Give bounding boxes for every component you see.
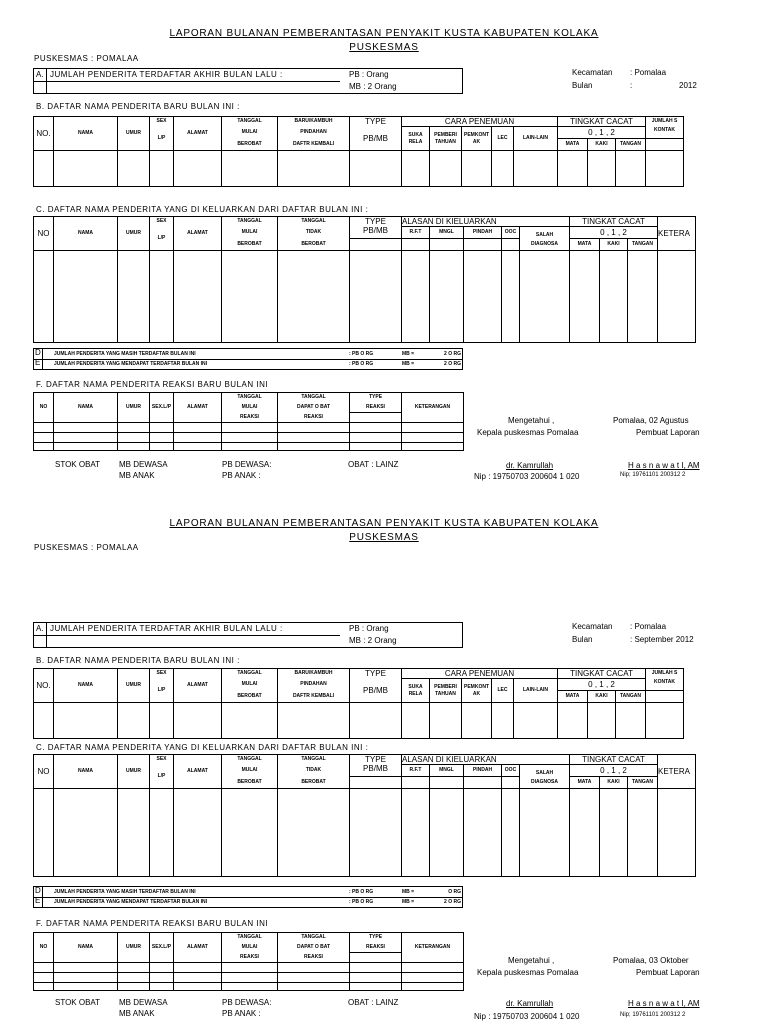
col-no: NO: [34, 393, 54, 423]
table-new-patients: [33, 668, 684, 739]
table-row: [34, 443, 464, 451]
pembuat-label: Pembuat Laporan: [636, 428, 700, 437]
col-pindah: PINDAH: [464, 227, 502, 239]
report-title: LAPORAN BULANAN PEMBERANTASAN PENYAKIT KUSTA KABUPATEN KOLAKA: [169, 518, 599, 529]
col-baru: BARU/KAMBUH: [278, 117, 350, 127]
maker-name: H a s n a w a t I, AM: [628, 999, 700, 1008]
col-tanggal-tidak-3: BEROBAT: [278, 239, 350, 251]
col-pbmb: PB/MB: [350, 127, 402, 151]
col-pemkontak: PEMKONT AK: [462, 127, 492, 151]
section-d-pb: : PB O RG: [349, 889, 374, 895]
table-row: [34, 433, 464, 443]
place-date: Pomalaa, 02 Agustus: [613, 416, 689, 425]
stok-obat-label: STOK OBAT: [55, 998, 101, 1007]
col-type-2: REAKSI: [350, 943, 402, 953]
kecamatan-label: Kecamatan: [572, 68, 613, 77]
mb-dewasa-label: MB DEWASA: [119, 998, 168, 1007]
table-reaction-patients: [33, 932, 464, 991]
mengetahui-label: Mengetahui ,: [508, 956, 555, 965]
col-umur: UMUR: [118, 393, 150, 423]
head-nip: Nip : 19750703 200604 1 020: [474, 1012, 580, 1021]
section-e-mb: MB =: [402, 899, 415, 905]
col-sex-lp: L/P: [150, 765, 174, 789]
col-sex: SEX: [150, 755, 174, 765]
table-released-patients: [33, 754, 696, 877]
col-pemberi-tahuan: PEMBERI TAHUAN: [430, 127, 462, 151]
section-a-mb: MB : 2 Orang: [349, 82, 397, 91]
col-kaki: KAKI: [600, 777, 628, 789]
col-sex: SEX.L/P: [150, 393, 174, 423]
col-type: TYPE: [350, 669, 402, 679]
section-d-mb: MB =: [402, 351, 415, 357]
col-no: NO.: [34, 669, 54, 703]
col-cacat-levels: 0 , 1 , 2: [558, 679, 646, 691]
col-baru-3: DAFTR KEMBALI: [278, 139, 350, 151]
report-sheet: [0, 490, 768, 1021]
col-no: NO: [34, 755, 54, 789]
col-kaki: KAKI: [588, 139, 616, 151]
section-d-mb: MB =: [402, 889, 415, 895]
col-kaki: KAKI: [600, 239, 628, 251]
col-pemkontak: PEMKONT AK: [462, 679, 492, 703]
col-pemberi-tahuan: PEMBERI TAHUAN: [430, 679, 462, 703]
col-no: NO.: [34, 117, 54, 151]
col-alamat: ALAMAT: [174, 755, 222, 789]
head-name: dr. Kamrullah: [506, 999, 554, 1008]
col-tanggal-tidak-2: TIDAK: [278, 227, 350, 239]
section-a-box: [33, 622, 463, 648]
section-d-value: 2 O RG: [444, 351, 461, 357]
section-a-letter: A.: [36, 70, 44, 79]
col-mngl: MNGL: [430, 227, 464, 239]
col-tanggal-dapat: TANGGAL: [278, 393, 350, 403]
table-released-patients: [33, 216, 696, 343]
col-alamat: ALAMAT: [174, 669, 222, 703]
section-de-box: [33, 348, 463, 370]
col-tanggal-3: REAKSI: [222, 413, 278, 423]
pb-anak-label: PB ANAK :: [222, 471, 261, 480]
table-new-patients: [33, 116, 684, 187]
col-diagnosa: DIAGNOSA: [520, 239, 570, 251]
col-keterangan: KETERA: [658, 217, 696, 251]
col-nama: NAMA: [54, 933, 118, 963]
pembuat-label: Pembuat Laporan: [636, 968, 700, 977]
col-tanggal-dapat-3: REAKSI: [278, 953, 350, 963]
col-tanggal-3: REAKSI: [222, 953, 278, 963]
col-no: NO: [34, 933, 54, 963]
mengetahui-label: Mengetahui ,: [508, 416, 555, 425]
section-e-mb: MB =: [402, 361, 415, 367]
col-type: TYPE: [350, 755, 402, 765]
kecamatan-value: : Pomalaa: [630, 68, 667, 77]
col-salah: SALAH: [520, 227, 570, 239]
col-ooc: OOC: [502, 227, 520, 239]
col-alamat: ALAMAT: [174, 933, 222, 963]
kecamatan-label: Kecamatan: [572, 622, 613, 631]
col-keterangan: KETERA: [658, 755, 696, 789]
table-row: [34, 151, 684, 187]
col-baru-2: PINDAHAN: [278, 127, 350, 139]
kepala-label: Kepala puskesmas Pomalaa: [477, 428, 579, 437]
section-a-text: JUMLAH PENDERITA TERDAFTAR AKHIR BULAN LALU :: [50, 624, 283, 633]
col-kontak: KONTAK: [646, 679, 684, 691]
section-e-value: 2 O RG: [444, 361, 461, 367]
col-tanggal: TANGGAL: [222, 669, 278, 679]
puskesmas-label: PUSKESMAS : POMALAA: [34, 543, 139, 552]
col-pbmb: PB/MB: [350, 765, 402, 777]
col-alasan: ALASAN DI KIELUARKAN: [402, 217, 570, 227]
col-type-2: REAKSI: [350, 403, 402, 413]
col-tanggal: TANGGAL: [222, 933, 278, 943]
report-title: LAPORAN BULANAN PEMBERANTASAN PENYAKIT KUSTA KABUPATEN KOLAKA: [169, 28, 599, 39]
section-e-text: JUMLAH PENDERITA YANG MENDAPAT TERDAFTAR BULAN INI: [54, 899, 208, 905]
col-kontak: KONTAK: [646, 127, 684, 139]
col-tanggal-tidak-3: BEROBAT: [278, 777, 350, 789]
report-subtitle: PUSKESMAS: [349, 42, 419, 53]
maker-name: H a s n a w a t I, AM: [628, 461, 700, 470]
table-row: [34, 251, 696, 343]
col-tanggal-tidak-2: TIDAK: [278, 765, 350, 777]
section-d-letter: D: [35, 348, 41, 357]
col-baru-3: DAFTR KEMBALI: [278, 691, 350, 703]
col-cara-penemuan: CARA PENEMUAN: [402, 117, 558, 127]
bulan-label: Bulan: [572, 635, 593, 644]
stok-obat-label: STOK OBAT: [55, 460, 101, 469]
col-tanggal-2: MULAI: [222, 227, 278, 239]
col-cara-penemuan: CARA PENEMUAN: [402, 669, 558, 679]
section-a-box: [33, 68, 463, 94]
maker-nip: Nip; 19761101 200312 2: [620, 1012, 686, 1018]
head-name: dr. Kamrullah: [506, 461, 554, 470]
kepala-label: Kepala puskesmas Pomalaa: [477, 968, 579, 977]
obat-lainz-label: OBAT : LAINZ: [348, 460, 399, 469]
col-tanggal-3: BEROBAT: [222, 691, 278, 703]
section-e-pb: : PB O RG: [349, 361, 374, 367]
col-suka-rela: SUKA RELA: [402, 127, 430, 151]
table-reaction-patients: [33, 392, 464, 451]
col-keterangan: KETERANGAN: [402, 933, 464, 963]
col-umur: UMUR: [118, 933, 150, 963]
col-nama: NAMA: [54, 117, 118, 151]
puskesmas-label: PUSKESMAS : POMALAA: [34, 54, 139, 63]
col-sex: SEX: [150, 217, 174, 227]
col-pindah: PINDAH: [464, 765, 502, 777]
section-e-text: JUMLAH PENDERITA YANG MENDAPAT TERDAFTAR BULAN INI: [54, 361, 208, 367]
maker-nip: Nip; 19761101 200312 2: [620, 472, 686, 478]
section-a-text: JUMLAH PENDERITA TERDAFTAR AKHIR BULAN LALU :: [50, 70, 283, 79]
col-kaki: KAKI: [588, 691, 616, 703]
place-date: Pomalaa, 03 Oktober: [613, 956, 689, 965]
col-tanggal: TANGGAL: [222, 393, 278, 403]
col-jumlah: JUMLAH S: [646, 669, 684, 679]
col-tangan: TANGAN: [616, 139, 646, 151]
col-nama: NAMA: [54, 755, 118, 789]
col-alamat: ALAMAT: [174, 217, 222, 251]
col-no: NO: [34, 217, 54, 251]
section-f-title: F. DAFTAR NAMA PENDERITA REAKSI BARU BULAN INI: [36, 380, 269, 389]
bulan-label: Bulan: [572, 81, 593, 90]
col-lec: LEC: [492, 679, 514, 703]
col-sex-lp: L/P: [150, 679, 174, 703]
pb-dewasa-label: PB DEWASA:: [222, 998, 272, 1007]
col-nama: NAMA: [54, 217, 118, 251]
section-b-title: B. DAFTAR NAMA PENDERITA BARU BULAN INI :: [36, 656, 240, 665]
section-e-letter: E: [35, 896, 41, 905]
col-tanggal-2: MULAI: [222, 679, 278, 691]
col-tanggal: TANGGAL: [222, 117, 278, 127]
col-tanggal-2: MULAI: [222, 943, 278, 953]
mb-anak-label: MB ANAK: [119, 471, 155, 480]
col-tanggal-dapat-3: REAKSI: [278, 413, 350, 423]
col-mata: MATA: [558, 139, 588, 151]
col-sex-lp: L/P: [150, 127, 174, 151]
col-mata: MATA: [570, 777, 600, 789]
col-tanggal-2: MULAI: [222, 765, 278, 777]
col-cacat-levels: 0 , 1 , 2: [570, 227, 658, 239]
col-tanggal-tidak: TANGGAL: [278, 217, 350, 227]
bulan-value: : September 2012: [630, 635, 694, 644]
col-baru: BARU/KAMBUH: [278, 669, 350, 679]
section-d-value: O RG: [448, 889, 461, 895]
col-pbmb: PB/MB: [350, 227, 402, 239]
col-type: TYPE: [350, 933, 402, 943]
section-b-title: B. DAFTAR NAMA PENDERITA BARU BULAN INI :: [36, 102, 240, 111]
col-lain-lain: LAIN-LAIN: [514, 127, 558, 151]
col-mata: MATA: [570, 239, 600, 251]
col-rft: R.F.T: [402, 765, 430, 777]
col-suka-rela: SUKA RELA: [402, 679, 430, 703]
col-tingkat-cacat: TINGKAT CACAT: [558, 117, 646, 127]
col-tanggal-3: BEROBAT: [222, 777, 278, 789]
col-tangan: TANGAN: [628, 239, 658, 251]
col-umur: UMUR: [118, 669, 150, 703]
col-umur: UMUR: [118, 217, 150, 251]
col-type: TYPE: [350, 117, 402, 127]
col-tanggal: TANGGAL: [222, 217, 278, 227]
col-nama: NAMA: [54, 669, 118, 703]
section-a-pb: PB : Orang: [349, 624, 389, 633]
col-mata: MATA: [558, 691, 588, 703]
col-nama: NAMA: [54, 393, 118, 423]
col-tangan: TANGAN: [628, 777, 658, 789]
col-cacat-levels: 0 , 1 , 2: [558, 127, 646, 139]
bulan-value: :: [630, 81, 633, 90]
table-row: [34, 983, 464, 991]
col-tangan: TANGAN: [616, 691, 646, 703]
mb-dewasa-label: MB DEWASA: [119, 460, 168, 469]
col-tingkat-cacat: TINGKAT CACAT: [570, 217, 658, 227]
col-lain-lain: LAIN-LAIN: [514, 679, 558, 703]
col-sex: SEX.L/P: [150, 933, 174, 963]
col-jumlah: JUMLAH S: [646, 117, 684, 127]
section-c-title: C. DAFTAR NAMA PENDERITA YANG DI KELUARKAN DARI DAFTAR BULAN INI :: [36, 743, 369, 752]
col-pbmb: PB/MB: [350, 679, 402, 703]
col-tingkat-cacat: TINGKAT CACAT: [570, 755, 658, 765]
col-tanggal-2: MULAI: [222, 403, 278, 413]
col-keterangan: KETERANGAN: [402, 393, 464, 423]
col-tanggal-3: BEROBAT: [222, 139, 278, 151]
col-type: TYPE: [350, 217, 402, 227]
col-tanggal-dapat-2: DAPAT O BAT: [278, 943, 350, 953]
section-a-mb: MB : 2 Orang: [349, 636, 397, 645]
section-a-letter: A.: [36, 624, 44, 633]
table-row: [34, 963, 464, 973]
col-tanggal: TANGGAL: [222, 755, 278, 765]
col-alamat: ALAMAT: [174, 117, 222, 151]
col-tanggal-dapat-2: DAPAT O BAT: [278, 403, 350, 413]
col-alasan: ALASAN DI KIELUARKAN: [402, 755, 570, 765]
col-tanggal-tidak: TANGGAL: [278, 755, 350, 765]
kecamatan-value: : Pomalaa: [630, 622, 667, 631]
col-umur: UMUR: [118, 755, 150, 789]
section-d-text: JUMLAH PENDERITA YANG MASIH TERDAFTAR BULAN INI: [54, 351, 196, 357]
col-sex: SEX: [150, 669, 174, 679]
section-e-pb: : PB O RG: [349, 899, 374, 905]
section-de-box: [33, 886, 463, 908]
section-d-pb: : PB O RG: [349, 351, 374, 357]
col-type: TYPE: [350, 393, 402, 403]
section-d-letter: D: [35, 886, 41, 895]
section-e-value: 2 O RG: [444, 899, 461, 905]
section-d-text: JUMLAH PENDERITA YANG MASIH TERDAFTAR BULAN INI: [54, 889, 196, 895]
section-c-title: C. DAFTAR NAMA PENDERITA YANG DI KELUARKAN DARI DAFTAR BULAN INI :: [36, 205, 369, 214]
table-row: [34, 703, 684, 739]
col-mngl: MNGL: [430, 765, 464, 777]
col-ooc: OOC: [502, 765, 520, 777]
section-e-letter: E: [35, 358, 41, 367]
col-tanggal-2: MULAI: [222, 127, 278, 139]
head-nip: Nip : 19750703 200604 1 020: [474, 472, 580, 481]
obat-lainz-label: OBAT : LAINZ: [348, 998, 399, 1007]
col-lec: LEC: [492, 127, 514, 151]
report-subtitle: PUSKESMAS: [349, 532, 419, 543]
col-baru-2: PINDAHAN: [278, 679, 350, 691]
mb-anak-label: MB ANAK: [119, 1009, 155, 1018]
col-salah: SALAH: [520, 765, 570, 777]
section-a-pb: PB : Orang: [349, 70, 389, 79]
table-row: [34, 423, 464, 433]
col-umur: UMUR: [118, 117, 150, 151]
pb-anak-label: PB ANAK :: [222, 1009, 261, 1018]
bulan-year: 2012: [679, 81, 697, 90]
table-row: [34, 789, 696, 877]
col-tingkat-cacat: TINGKAT CACAT: [558, 669, 646, 679]
col-rft: R.F.T: [402, 227, 430, 239]
col-tanggal-dapat: TANGGAL: [278, 933, 350, 943]
section-f-title: F. DAFTAR NAMA PENDERITA REAKSI BARU BULAN INI: [36, 919, 269, 928]
pb-dewasa-label: PB DEWASA:: [222, 460, 272, 469]
col-cacat-levels: 0 , 1 , 2: [570, 765, 658, 777]
col-diagnosa: DIAGNOSA: [520, 777, 570, 789]
table-row: [34, 973, 464, 983]
col-alamat: ALAMAT: [174, 393, 222, 423]
col-sex: SEX: [150, 117, 174, 127]
col-sex-lp: L/P: [150, 227, 174, 251]
col-tanggal-3: BEROBAT: [222, 239, 278, 251]
